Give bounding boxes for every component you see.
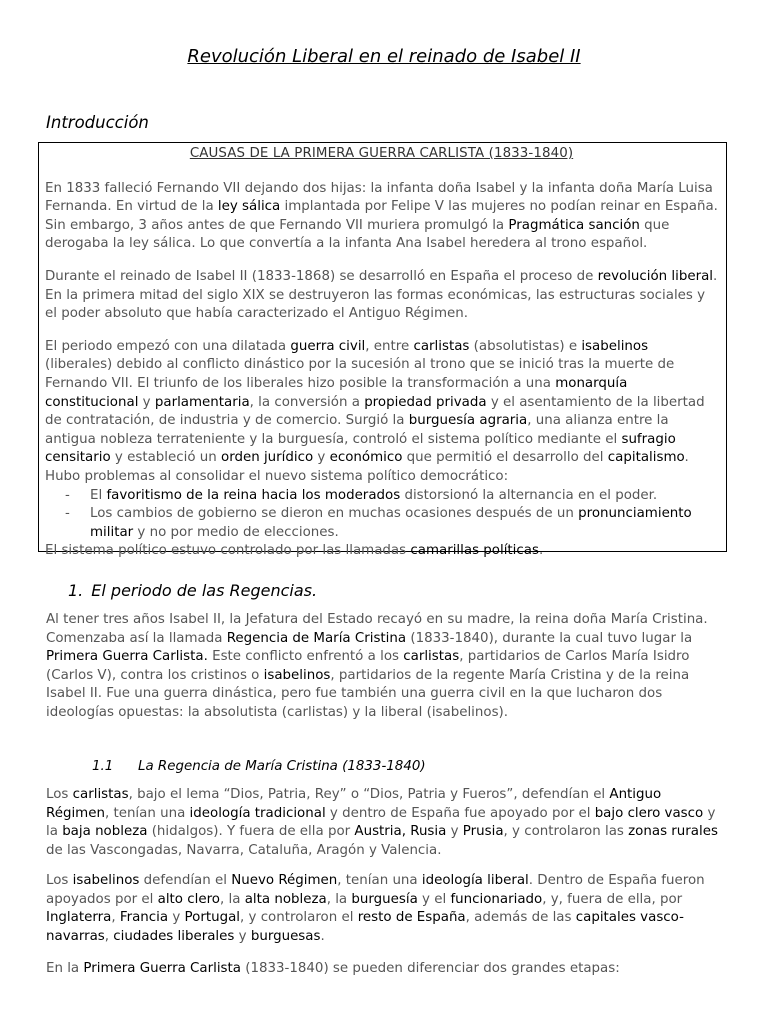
- keyword: Francia: [119, 910, 169, 926]
- keyword: ley sálica: [217, 199, 281, 215]
- keyword: funcionariado: [450, 891, 543, 907]
- problems-list: [45, 487, 718, 543]
- keyword: pronunciamiento militar: [90, 506, 692, 540]
- keyword: Inglaterra: [46, 910, 112, 926]
- keyword: ideología tradicional: [189, 805, 326, 821]
- section-number: 1.1: [92, 759, 114, 774]
- keyword: resto de España: [357, 910, 466, 926]
- keyword: alto clero: [157, 891, 220, 907]
- keyword: económico: [329, 450, 403, 466]
- keyword: ideología liberal: [421, 873, 529, 888]
- keyword: orden jurídico: [221, 450, 314, 466]
- keyword: Prusia: [462, 824, 504, 840]
- keyword: guerra civil: [290, 338, 366, 354]
- section-1-heading: [68, 580, 317, 602]
- section-number: 1.: [68, 581, 84, 600]
- keyword: parlamentaria: [154, 394, 250, 410]
- keyword: sufragio censitario: [45, 431, 676, 466]
- dash-bullet: -: [65, 506, 70, 522]
- box-paragraph-4: Hubo problemas al consolidar el nuevo sistema político democrático:: [45, 468, 509, 484]
- keyword: ciudades liberales: [113, 928, 235, 944]
- keyword: Austria, Rusia: [354, 824, 447, 840]
- keyword: propiedad privada: [364, 394, 487, 410]
- box-paragraph-2: Durante el reinado de Isabel II (1833-1868) se desarrolló en España el proceso de revolución liberal. En la primera mitad del siglo XIX se destruyeron las formas económicas, las estructuras sociales y el poder absoluto que había caracterizado el Antiguo Régimen.: [45, 268, 718, 322]
- list-item: - Los cambios de gobierno se dieron en muchas ocasiones después de un pronunciamiento militar y no por medio de elecciones.: [65, 506, 692, 540]
- section-1-1-paragraph-3: En la Primera Guerra Carlista (1833-1840) se pueden diferenciar dos grandes etapas:: [46, 961, 620, 976]
- section-1-1-paragraph-2: Los isabelinos defendían el Nuevo Régimen, tenían una ideología liberal. Dentro de España fueron apoyados por el alto clero, la alta nobleza, la burguesía y el funcionariado, y, fuera de ella, por Inglaterra, Francia y Portugal, y controlaron el resto de España, además de las capitales vasco-navarras, ciudades liberales y burguesas.: [46, 873, 705, 944]
- keyword: capitales vasco-navarras: [46, 910, 684, 944]
- keyword: capitalismo: [607, 450, 685, 466]
- keyword: carlistas: [72, 787, 129, 802]
- keyword: burguesía: [351, 891, 418, 907]
- keyword: camarillas políticas: [410, 543, 539, 559]
- intro-heading: Introducción: [46, 113, 149, 132]
- keyword: alta nobleza: [244, 891, 327, 907]
- keyword: Nuevo Régimen: [231, 873, 338, 888]
- keyword: Pragmática sanción: [508, 217, 640, 233]
- keyword: bajo clero vasco: [594, 805, 704, 821]
- section-title: El periodo de las Regencias.: [91, 581, 318, 600]
- keyword: Primera Guerra Carlista.: [46, 649, 208, 665]
- keyword: Primera Guerra Carlista: [83, 961, 241, 976]
- box-title: CAUSAS DE LA PRIMERA GUERRA CARLISTA (1833-1840): [189, 146, 574, 161]
- keyword: carlistas: [403, 649, 460, 665]
- keyword: carlistas: [413, 338, 470, 354]
- keyword: monarquía constitucional: [45, 375, 628, 410]
- section-1-body: [46, 611, 726, 723]
- keyword: burguesía agraria: [408, 413, 528, 429]
- box-paragraph-1: En 1833 falleció Fernando VII dejando dos hijas: la infanta doña Isabel y la infanta doña María Luisa Fernanda. En virtud de la ley sálica implantada por Felipe V las mujeres no podían reinar en España. Sin embargo, 3 años antes de que Fernando VII muriera promulgó la Pragmática sanción que derogaba la ley sálica. Lo que convertía a la infanta Ana Isabel heredera al trono español.: [45, 180, 718, 252]
- section-1-1-heading: [92, 758, 426, 777]
- keyword: favoritismo de la reina hacia los moderados: [106, 487, 401, 503]
- keyword: isabelinos: [72, 873, 140, 888]
- keyword: isabelinos: [263, 667, 331, 683]
- keyword: Regencia de María Cristina: [226, 630, 407, 646]
- keyword: baja nobleza: [62, 824, 148, 840]
- list-item: - El favoritismo de la reina hacia los moderados distorsionó la alternancia en el poder.: [45, 487, 718, 506]
- section-1-paragraph: Al tener tres años Isabel II, la Jefatura del Estado recayó en su madre, la reina doña María Cristina. Comenzaba así la llamada Regencia de María Cristina (1833-1840), durante la cual tuvo lugar la Primera Guerra Carlista. Este conflicto enfrentó a los carlistas, partidarios de Carlos María Isidro (Carlos V), contra los cristinos o isabelinos, partidarios de la regente María Cristina y de la reina Isabel II. Fue una guerra dinástica, pero fue también una guerra civil en la que lucharon dos ideologías opuestas: la absolutista (carlistas) y la liberal (isabelinos).: [46, 612, 708, 720]
- section-1-1-paragraph-1: Los carlistas, bajo el lema “Dios, Patria, Rey” o “Dios, Patria y Fueros”, defendían el Antiguo Régimen, tenían una ideología tradicional y dentro de España fue apoyado por el bajo clero vasco y la baja nobleza (hidalgos). Y fuera de ella por Austria, Rusia y Prusia, y controlaron las zonas rurales de las Vascongadas, Navarra, Cataluña, Aragón y Valencia.: [46, 787, 718, 858]
- box-paragraph-5: El sistema político estuvo controlado por las llamadas camarillas políticas.: [45, 543, 544, 559]
- document-title: Revolución Liberal en el reinado de Isabel II: [187, 46, 581, 67]
- section-title: La Regencia de María Cristina (1833-1840): [138, 759, 426, 774]
- causes-box: [38, 142, 727, 559]
- keyword: Portugal: [184, 910, 240, 926]
- dash-bullet: -: [65, 487, 70, 503]
- box-paragraph-3: El periodo empezó con una dilatada guerra civil, entre carlistas (absolutistas) e isabelinos (liberales) debido al conflicto dinástico por la sucesión al trono que se inició tras la muerte de Fernando VII. El triunfo de los liberales hizo posible la transformación a una monarquía constitucional y parlamentaria, la conversión a propiedad privada y el asentamiento de la libertad de contratación, de industria y de comercio. Surgió la burguesía agraria, una alianza entre la antigua nobleza terrateniente y la burguesía, controló el sistema político mediante el sufragio censitario y estableció un orden jurídico y económico que permitió el desarrollo del capitalismo.: [45, 338, 705, 466]
- keyword: isabelinos: [581, 338, 649, 354]
- keyword: Antiguo Régimen: [46, 787, 662, 821]
- keyword: burguesas: [250, 928, 321, 944]
- keyword: revolución liberal: [597, 268, 714, 284]
- keyword: zonas rurales: [628, 824, 718, 840]
